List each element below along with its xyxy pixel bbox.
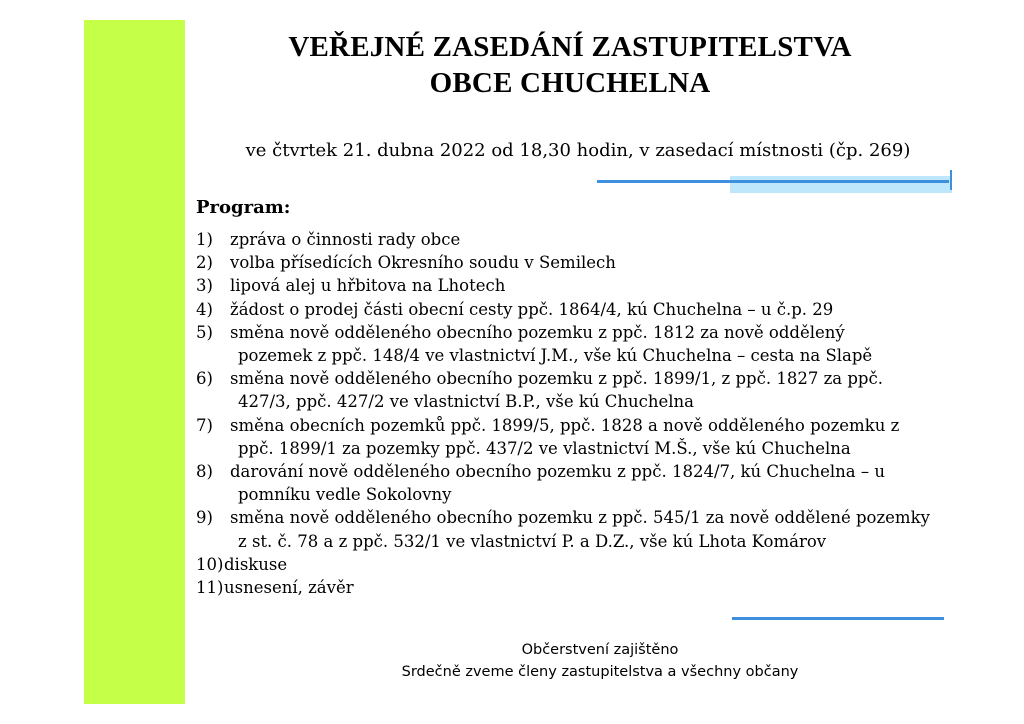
program-item-line: zpráva o činnosti rady obce bbox=[230, 230, 461, 249]
program-item bbox=[196, 553, 956, 576]
program-item-line-continued: 427/3, ppč. 427/2 ve vlastnictví B.P., vše kú Chuchelna bbox=[238, 392, 694, 412]
refreshments-note: Občerstvení zajištěno bbox=[521, 642, 679, 658]
program-item-number: 9) bbox=[196, 508, 213, 528]
program-item-line: žádost o prodej části obecní cesty ppč. 1864/4, kú Chuchelna – u č.p. 29 bbox=[230, 299, 834, 319]
program-item-text bbox=[230, 298, 956, 321]
program-item-number: 1) bbox=[196, 230, 213, 249]
program-item-line-continued: z st. č. 78 a z ppč. 532/1 ve vlastnictví P. a D.Z., vše kú Lhota Komárov bbox=[238, 531, 827, 551]
meeting-date-location: ve čtvrtek 21. dubna 2022 od 18,30 hodin, v zasedací místnosti (čp. 269) bbox=[245, 140, 911, 161]
program-item-line: směna obecních pozemků ppč. 1899/5, ppč. 1828 a nově odděleného pozemku z bbox=[230, 415, 900, 435]
program-item-number: 8) bbox=[196, 462, 213, 482]
program-item-text bbox=[230, 460, 956, 506]
program-item-number: 3) bbox=[196, 276, 213, 296]
program-item bbox=[196, 298, 956, 321]
invitation-note: Srdečně zveme členy zastupitelstva a všechny občany bbox=[401, 664, 799, 680]
divider-highlight bbox=[730, 176, 952, 193]
program-item bbox=[196, 228, 956, 251]
program-item-line-continued: pomníku vedle Sokolovny bbox=[238, 485, 452, 505]
program-item-line: usnesení, závěr bbox=[224, 578, 354, 598]
program-item-text bbox=[230, 367, 956, 413]
program-item-line-continued: pozemek z ppč. 148/4 ve vlastnictví J.M., vše kú Chuchelna – cesta na Slapě bbox=[238, 346, 873, 366]
divider-accent bbox=[950, 170, 952, 190]
program-item-text bbox=[230, 414, 956, 460]
program-item-text bbox=[230, 228, 956, 251]
program-list bbox=[196, 228, 956, 599]
program-item-line: směna nově odděleného obecního pozemku z ppč. 1899/1, z ppč. 1827 za ppč. bbox=[230, 369, 883, 389]
decorative-green-bar bbox=[84, 20, 185, 704]
program-item bbox=[196, 367, 956, 413]
program-item-line: diskuse bbox=[224, 554, 288, 574]
program-item-text bbox=[230, 251, 956, 274]
program-item-text bbox=[230, 321, 956, 367]
program-item-number: 2) bbox=[196, 253, 213, 273]
program-item bbox=[196, 460, 956, 506]
program-item-line: darování nově odděleného obecního pozemku z ppč. 1824/7, kú Chuchelna – u bbox=[230, 462, 885, 482]
program-heading: Program: bbox=[196, 197, 291, 218]
program-item-text bbox=[224, 576, 956, 599]
program-item-text bbox=[230, 274, 956, 297]
program-item-line: směna nově odděleného obecního pozemku z ppč. 545/1 za nově oddělené pozemky bbox=[230, 508, 930, 528]
program-item-number: 11) bbox=[196, 578, 224, 598]
divider-top bbox=[597, 180, 949, 183]
program-item-text bbox=[230, 506, 956, 552]
program-item bbox=[196, 274, 956, 297]
program-item bbox=[196, 251, 956, 274]
program-item-line: lipová alej u hřbitova na Lhotech bbox=[230, 276, 506, 296]
page-title-line2: OBCE CHUCHELNA bbox=[429, 67, 711, 99]
program-item-line: směna nově odděleného obecního pozemku z ppč. 1812 za nově oddělený bbox=[230, 322, 845, 342]
program-item-number: 6) bbox=[196, 369, 213, 389]
program-item bbox=[196, 321, 956, 367]
divider-bottom bbox=[732, 617, 944, 620]
page-title-line1: VEŘEJNÉ ZASEDÁNÍ ZASTUPITELSTVA bbox=[288, 31, 852, 63]
program-item-line: volba přísedících Okresního soudu v Semilech bbox=[230, 253, 616, 273]
program-item-line-continued: ppč. 1899/1 za pozemky ppč. 437/2 ve vlastnictví M.Š., vše kú Chuchelna bbox=[238, 438, 851, 458]
program-item-number: 5) bbox=[196, 322, 213, 342]
program-item bbox=[196, 414, 956, 460]
program-item bbox=[196, 506, 956, 552]
program-item-number: 7) bbox=[196, 415, 213, 435]
program-item-text bbox=[224, 553, 956, 576]
program-item bbox=[196, 576, 956, 599]
program-item-number: 4) bbox=[196, 299, 213, 319]
program-item-number: 10) bbox=[196, 554, 224, 574]
